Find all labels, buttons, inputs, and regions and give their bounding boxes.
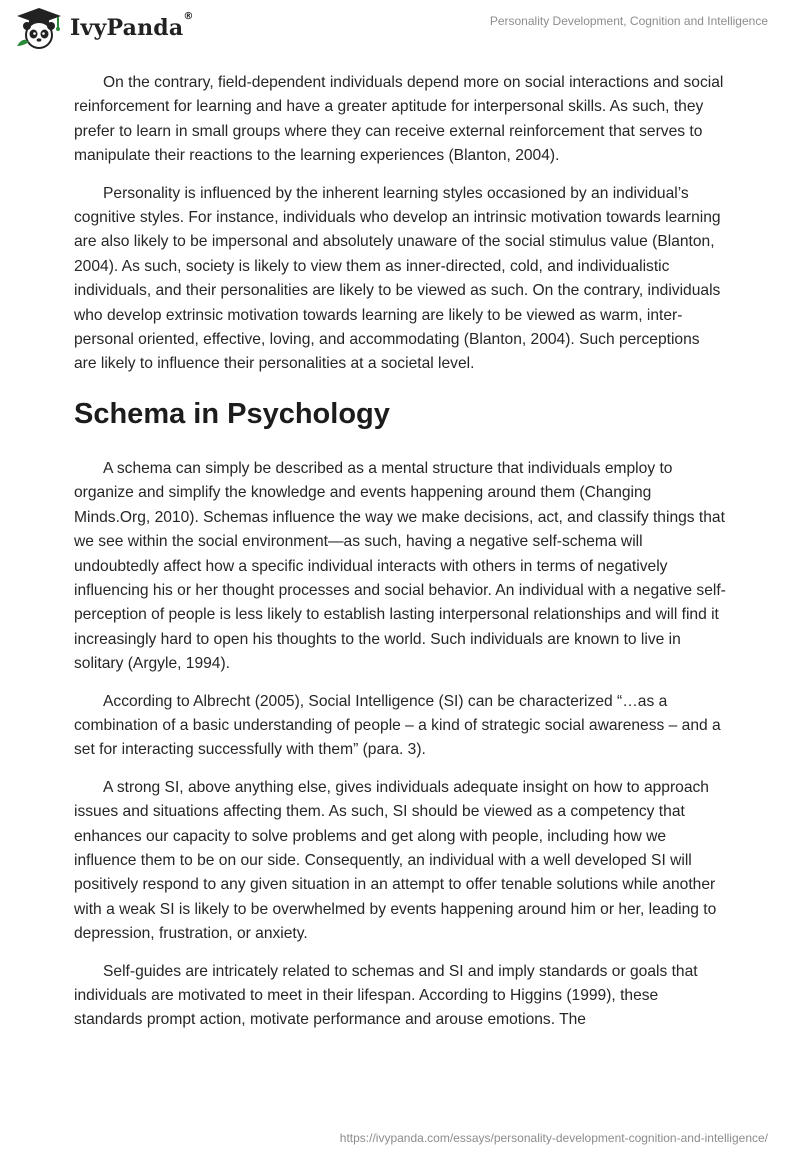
paragraph: According to Albrecht (2005), Social Intelligence (SI) can be characterized “…as a combination of a basic understanding of people – a kind of strategic social awareness – and a set for interacting successfully with them” (para. 3). <box>74 692 721 759</box>
paragraph: Personality is influenced by the inherent learning styles occasioned by an individual’s cognitive styles. For instance, individuals who develop an intrinsic motivation towards learning are also likely to be impersonal and absolutely unaware of the social stimulus value (Blanton, 2004). As such, society is likely to view them as inner-directed, cold, and individualistic individuals, and their personalities are likely to be viewed as such. On the contrary, individuals who develop extrinsic motivation towards learning are likely to be viewed as warm, inter-personal oriented, effective, loving, and accommodating (Blanton, 2004). Such perceptions are likely to influence their personalities at a societal level. <box>74 184 721 373</box>
section-heading: Schema in Psychology <box>74 397 390 430</box>
brand-name: IvyPanda® <box>70 11 194 41</box>
paragraph: On the contrary, field-dependent individuals depend more on social interactions and social reinforcement for learning and have a greater aptitude for interpersonal skills. As such, they prefer to learn in small groups where they can receive external reinforcement that serves to manipulate their reactions to the learning experiences (Blanton, 2004). <box>74 74 724 165</box>
paragraph: Self-guides are intricately related to schemas and SI and imply standards or goals that individuals are motivated to meet in their lifespan. According to Higgins (1999), these standards prompt action, motivate performance and arouse emotions. The <box>74 962 698 1029</box>
source-url[interactable]: https://ivypanda.com/essays/personality-development-cognition-and-intelligence/ <box>339 1131 768 1145</box>
essay-content <box>74 71 726 1046</box>
ivypanda-logo[interactable] <box>14 6 194 50</box>
paragraph: A strong SI, above anything else, gives individuals adequate insight on how to approach issues and situations affecting them. As such, SI should be viewed as a competency that enhances our capacity to solve problems and get along with people, including how we influence them to be on our side. Consequently, an individual with a well developed SI will positively respond to any given situation in an attempt to offer tenable solutions while another with a weak SI is likely to be overwhelmed by events happening around him or her, leading to depression, frustration, or anxiety. <box>74 778 717 943</box>
panda-graduate-icon <box>14 6 64 50</box>
paragraph: A schema can simply be described as a mental structure that individuals employ to organize and simplify the knowledge and events happening around them (Changing Minds.Org, 2010). Schemas influence the way we make decisions, act, and classify things that we see within the social environment—as such, having a negative self-schema will undoubtedly affect how a specific individual interacts with others in terms of negatively influencing his or her thought processes and social behavior. An individual with a negative self-perception of people is less likely to establish lasting interpersonal relationships and will find it increasingly hard to open his thoughts to the world. Such individuals are known to live in solitary (Argyle, 1994). <box>74 459 726 673</box>
document-title: Personality Development, Cognition and Intelligence <box>489 14 768 28</box>
page-header <box>0 0 800 64</box>
registered-mark: ® <box>183 11 194 22</box>
